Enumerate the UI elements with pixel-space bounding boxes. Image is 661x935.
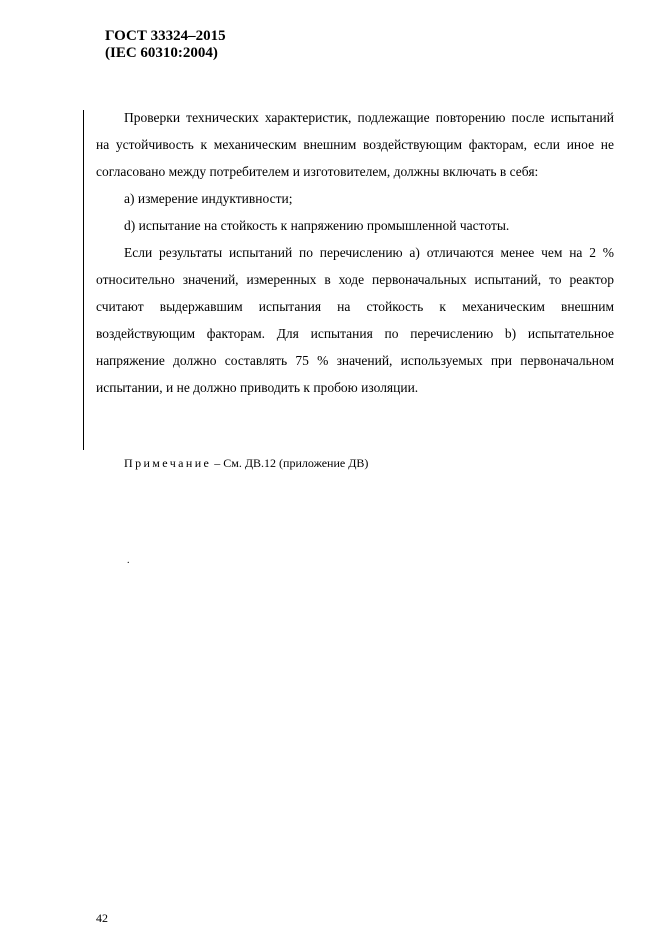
standard-equivalent: (IEC 60310:2004) [105,45,218,61]
document-header [105,28,226,62]
body-text [96,104,614,401]
paragraph-results: Если результаты испытаний по перечислению а) отличаются менее чем на 2 % относительно значений, измеренных в ходе первоначальных испытаний, то реактор считают выдержавшим испытания на стойкость к механическим внешним воздействующим факторам. Для испытания по перечислению b) испытательное напряжение должно составлять 75 % значений, используемых при первоначальном испытании, и не должно приводить к пробою изоляции. [96,245,614,395]
list-item-d: d) испытание на стойкость к напряжению промышленной частоты. [124,218,510,233]
note-text: – См. ДВ.12 (приложение ДВ) [211,456,369,470]
page-number: 42 [96,911,108,925]
note [124,455,368,471]
stray-mark: . [127,555,130,566]
standard-designation: ГОСТ 33324–2015 [105,28,226,44]
note-label: Примечание [124,456,212,470]
paragraph-checks: Проверки технических характеристик, подлежащие повторению после испытаний на устойчивость к механическим внешним воздействующим факторам, если иное не согласовано между потребителем и изготовителем, должны включать в себя: [96,110,614,179]
change-margin-bar [83,110,84,450]
list-item-a: а) измерение индуктивности; [124,191,293,206]
